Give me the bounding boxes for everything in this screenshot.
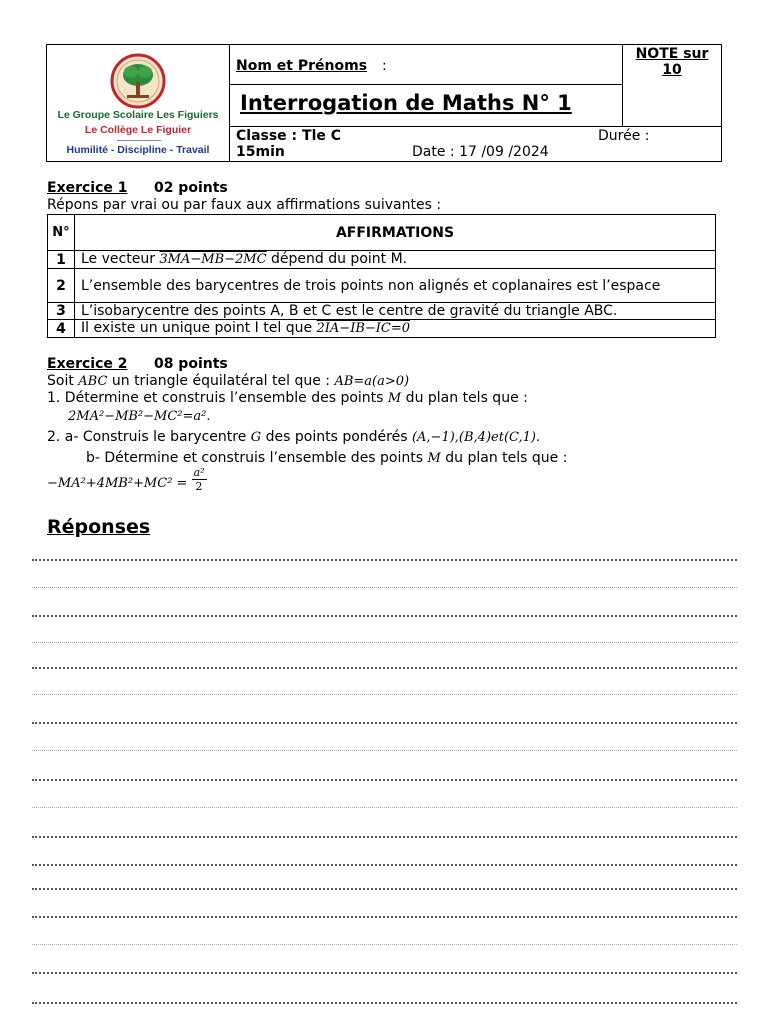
- class-label: Classe : Tle C: [236, 128, 342, 144]
- answer-line[interactable]: [32, 944, 737, 945]
- text-part: Soit: [47, 373, 79, 389]
- exercise2-label: Exercice 2: [47, 356, 128, 372]
- text-part: 2. a- Construis le barycentre: [47, 429, 251, 445]
- answer-line[interactable]: [32, 779, 737, 781]
- responses-heading: Réponses: [47, 516, 151, 538]
- math-expression: 2MA²−MB²−MC²=a².: [68, 409, 211, 424]
- table-header-row: [48, 215, 716, 251]
- exercise1-label: Exercice 1: [47, 180, 128, 196]
- exercise2-question1: [47, 390, 528, 406]
- affirmation-text: L’ensemble des barycentres de trois points non alignés et coplanaires est l’espace: [75, 269, 716, 303]
- math-expression: −MA²+4MB²+MC² =: [47, 476, 192, 491]
- exercise2-question2b: [86, 450, 567, 466]
- math-expression: (A,−1),(B,4)et(C,1).: [411, 430, 541, 445]
- answer-line[interactable]: [32, 587, 737, 588]
- grade-label: NOTE sur: [635, 46, 709, 62]
- text-part: du plan tels que :: [401, 390, 528, 406]
- exercise2-heading: [47, 356, 228, 372]
- answer-line[interactable]: [32, 1002, 737, 1004]
- logo-divider: [117, 140, 161, 141]
- exercise2-equation1: [68, 408, 211, 424]
- answer-line[interactable]: [32, 916, 737, 918]
- answer-line[interactable]: [32, 667, 737, 669]
- affirmations-table: [47, 214, 716, 338]
- column-header-affirmations: AFFIRMATIONS: [75, 215, 716, 251]
- answer-line[interactable]: [32, 836, 737, 838]
- fraction-denominator: 2: [195, 480, 203, 493]
- math-expression: M: [387, 391, 402, 406]
- school-name: Le Groupe Scolaire Les Figuiers: [57, 109, 219, 121]
- table-row: [48, 303, 716, 320]
- exercise1-instruction: Répons par vrai ou par faux aux affirmations suivantes :: [47, 197, 442, 213]
- math-expression: M: [427, 451, 441, 466]
- name-row: [230, 45, 622, 85]
- exercise2-points: 08 points: [153, 356, 228, 372]
- fraction: [192, 466, 207, 493]
- table-row: [48, 251, 716, 269]
- text-part: des points pondérés: [261, 429, 412, 445]
- header-box: [46, 44, 722, 162]
- math-expression: ABC: [78, 374, 108, 389]
- school-logo-icon: [105, 53, 171, 109]
- exercise1-heading: [47, 180, 228, 196]
- math-expression: AB=a(a>0): [334, 374, 410, 389]
- affirmation-text: L’isobarycentre des points A, B et C est le centre de gravité du triangle ABC.: [75, 303, 716, 320]
- duration-label: Durée :: [598, 128, 650, 144]
- math-expression: G: [250, 430, 262, 445]
- answer-line[interactable]: [32, 807, 737, 808]
- answer-line[interactable]: [32, 642, 737, 643]
- duration-value: 15min: [236, 144, 285, 160]
- name-colon: :: [382, 58, 387, 74]
- college-name: Le Collège Le Figuier: [84, 124, 192, 136]
- text-part: un triangle équilatéral tel que :: [107, 373, 335, 389]
- text-part: du plan tels que :: [440, 450, 568, 466]
- table-row: [48, 269, 716, 303]
- text-part: b- Détermine et construis l’ensemble des points: [86, 450, 428, 466]
- answer-line[interactable]: [32, 559, 737, 561]
- answer-line[interactable]: [32, 750, 737, 751]
- class-row: [230, 127, 721, 161]
- row-number: 3: [48, 303, 75, 320]
- school-motto: Humilité - Discipline - Travail: [66, 144, 210, 156]
- vector-expression: 3MA−MB−2MC: [159, 252, 267, 267]
- answer-line[interactable]: [32, 615, 737, 617]
- affirmation-text-part: Le vecteur: [81, 251, 160, 267]
- exercise1-points: 02 points: [153, 180, 228, 196]
- answer-line[interactable]: [32, 694, 737, 695]
- answer-line[interactable]: [32, 888, 737, 890]
- fraction-numerator: a²: [193, 466, 205, 479]
- exercise2-equation2: [47, 467, 207, 494]
- row-number: 1: [48, 251, 75, 269]
- exam-date: Date : 17 /09 /2024: [412, 144, 549, 160]
- exercise2-question2a: [47, 429, 540, 445]
- school-logo-block: [47, 45, 230, 161]
- grade-box: [622, 45, 721, 127]
- answer-line[interactable]: [32, 722, 737, 724]
- vector-equation: 2IA−IB−IC=0: [316, 321, 411, 336]
- table-row: [48, 320, 716, 338]
- text-part: 1. Détermine et construis l’ensemble des points: [47, 390, 388, 406]
- affirmation-text-part: dépend du point M.: [266, 251, 408, 267]
- affirmation-text: [75, 251, 716, 269]
- answer-line[interactable]: [32, 864, 737, 866]
- answer-line[interactable]: [32, 972, 737, 974]
- affirmation-text: [75, 320, 716, 338]
- page-title: Interrogation de Maths N° 1: [240, 91, 572, 115]
- name-label: Nom et Prénoms: [236, 58, 368, 74]
- column-header-number: N°: [48, 215, 75, 251]
- grade-max: 10: [662, 62, 682, 78]
- exercise2-statement: [47, 373, 409, 389]
- row-number: 2: [48, 269, 75, 303]
- row-number: 4: [48, 320, 75, 338]
- title-row: [230, 85, 622, 127]
- affirmation-text-part: Il existe un unique point I tel que: [81, 320, 317, 336]
